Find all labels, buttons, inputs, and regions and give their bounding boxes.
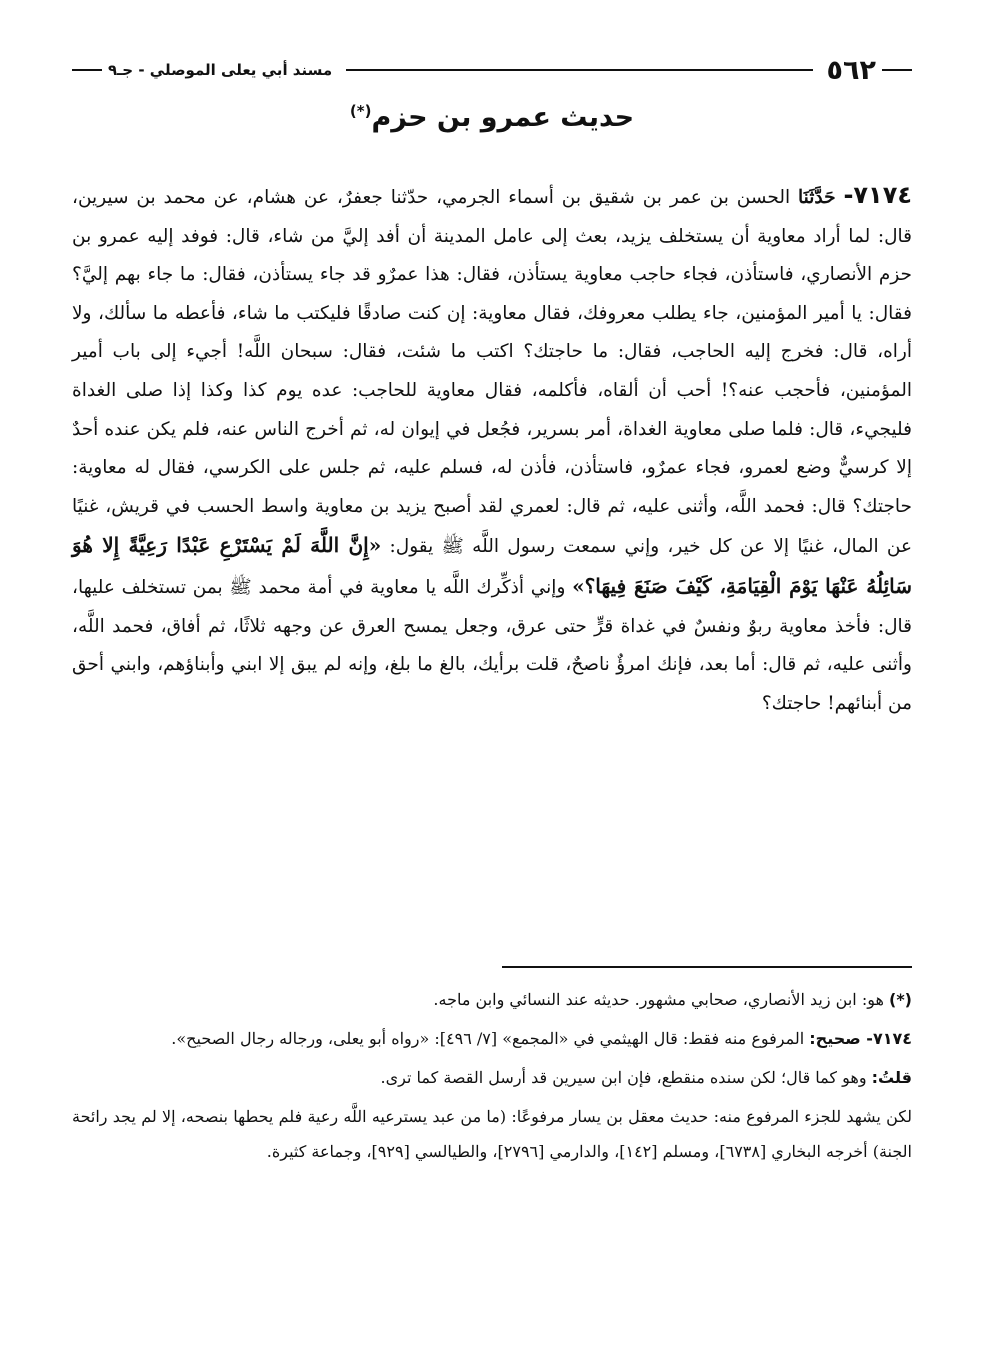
- footnotes: [72, 982, 912, 1173]
- footnote-4-text: لكن يشهد للجزء المرفوع منه: حديث معقل بن يسار مرفوعًا: (ما من عبد يسترعيه اللَّه رعية فلم يحطها بنصحه، إلا لم يجد رائحة الجنة) أخرجه البخاري [٦٧٣٨]، ومسلم [١٤٢]، والدارمي [٢٧٩٦]، والطيالسي [٩٢٩]، وجماعة كثيرة.: [72, 1107, 912, 1161]
- footnote-1: [72, 982, 912, 1017]
- header-dash-left: [72, 69, 102, 71]
- footnote-3-label: قلتُ:: [871, 1068, 912, 1087]
- header-dash-right: [882, 69, 912, 71]
- page-number: ٥٦٢: [826, 54, 876, 86]
- hadith-body: [72, 176, 912, 723]
- footnote-4: [72, 1099, 912, 1169]
- header-rule: [346, 69, 812, 71]
- footnote-3: [72, 1060, 912, 1095]
- section-title: [72, 102, 912, 133]
- hadith-text-part1: الحسن بن عمر بن شقيق بن أسماء الجرمي، حدّثنا جعفرٌ، عن هشام، عن محمد بن سيرين، قال: لما أراد معاوية أن يستخلف يزيد، بعث إلى عامل المدينة أن أفد إليَّ من شاء، قال: فوفد إليه عمرو بن حزم الأنصاري، فاستأذن، فجاء حاجب معاوية يستأذن، فقال: هذا عمرٌو قد جاء يستأذن، فقال: ما جاء بهم إليَّ؟ فقال: يا أمير المؤمنين، جاء يطلب معروفك، فقال معاوية: إن كنت صادقًا فليكتب ما شاء، فأعطه ما سألك، ولا أراه، قال: فخرج إليه الحاجب، فقال: ما حاجتك؟ اكتب ما شئت، فقال: سبحان اللَّه! أجيء إلى باب أمير المؤمنين، فأحجب عنه؟! أحب أن ألقاه، فأكلمه، فقال معاوية للحاجب: عده يوم كذا وكذا إذا صلى الغداة فليجيء، قال: فلما صلى معاوية الغداة، أمر بسرير، فجُعل في إيوان له، ثم أخرج الناس عنه، فلم يكن عنده أحدٌ إلا كرسيٌّ وضع لعمرو، فجاء عمرٌو، فاستأذن، فأذن له، فسلم عليه، ثم جلس على الكرسي، فقال له معاوية: حاجتك؟ قال: فحمد اللَّه، وأثنى عليه، ثم قال: لعمري لقد أصبح يزيد بن معاوية واسط الحسب في قريش، غنيًا عن المال، غنيًا إلا عن كل خير، وإني سمعت رسول اللَّه ﷺ يقول:: [72, 187, 912, 558]
- title-note-marker: (*): [349, 102, 372, 120]
- hadith-opening: حَدَّثَنَا: [798, 187, 836, 208]
- running-title: مسند أبي يعلى الموصلي - جـ٩: [108, 61, 333, 79]
- footnote-separator: [502, 966, 912, 968]
- footnote-1-text: هو: ابن زيد الأنصاري، صحابي مشهور. حديثه عند النسائي وابن ماجه.: [433, 990, 884, 1009]
- footnote-2-label: ٧١٧٤- صحيح:: [809, 1029, 912, 1048]
- hadith-number: ٧١٧٤-: [843, 181, 912, 209]
- footnote-1-marker: (*): [889, 990, 912, 1009]
- page-header: [72, 50, 912, 90]
- prophetic-quote: «إِنَّ اللَّهَ لَمْ يَسْتَرْعِ عَبْدًا رَعِيَّةً إِلا هُوَ سَائِلُهُ عَنْهَا يَوْمَ الْقِيَامَةِ، كَيْفَ صَنَعَ فِيهَا؟»: [72, 533, 912, 598]
- section-title-text: حديث عمرو بن حزم: [371, 102, 635, 133]
- footnote-3-text: وهو كما قال؛ لكن سنده منقطع، فإن ابن سيرين قد أرسل القصة كما ترى.: [380, 1068, 867, 1087]
- footnote-2: [72, 1021, 912, 1056]
- footnote-2-text: المرفوع منه فقط: قال الهيثمي في «المجمع» [٧/ ٤٩٦]: «رواه أبو يعلى، ورجاله رجال الصحيح».: [171, 1029, 805, 1048]
- hadith-text-part2: وإني أذكِّرك اللَّه يا معاوية في أمة محمد ﷺ بمن تستخلف عليها، قال: فأخذ معاوية ربوٌ ونفسٌ في غداة قرٍّ حتى عرق، وجعل يمسح العرق عن وجهه ثلاثًا، ثم أفاق، فحمد اللَّه، وأثنى عليه، ثم قال: أما بعد، فإنك امرؤٌ ناصحٌ، قلت برأيك، بالغ ما بلغ، وإنه لم يبق إلا ابني وأبناؤهم، وابني أحق من أبنائهم! حاجتك؟: [72, 576, 912, 714]
